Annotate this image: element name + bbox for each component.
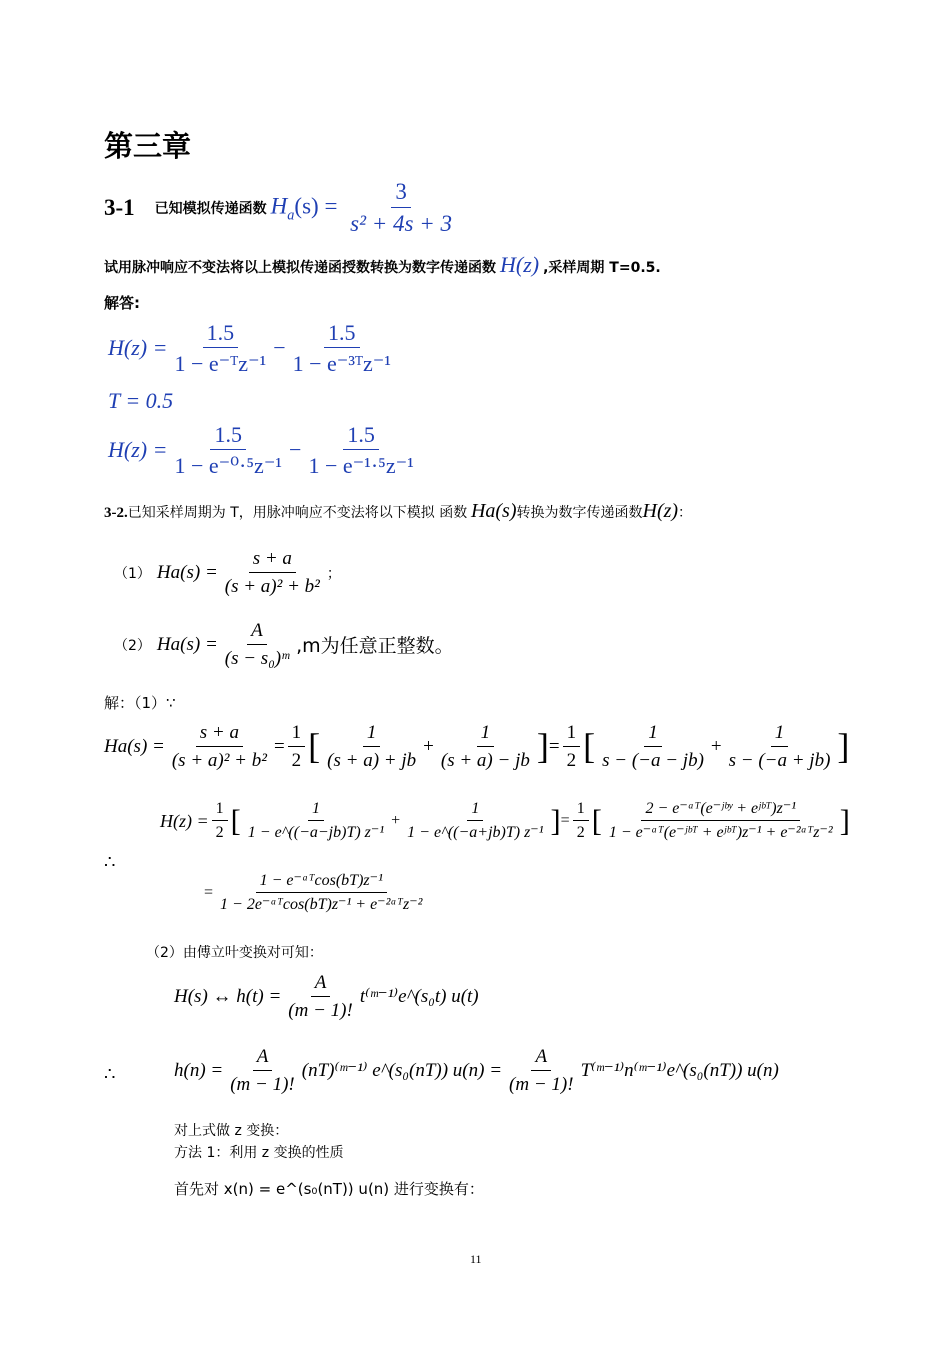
- chapter-title: 第三章: [104, 129, 192, 163]
- solution-hz-expansion: H(z) = $\frac{1}{2}$ [ $\frac{1}{\text{1 − e\textasciicircum{}((−a−jb)T) z⁻¹}}$ + $\frac{1}{\text{1 − e\textasciicircum{}((−a+jb)T) z⁻¹}}$ ] = $\frac{1}{2}$ [ $\frac{\text{2 − e⁻ᵃᵀ(e⁻ʲᵇʸ + eʲᵇᵀ)z⁻¹}}{\text{1 − e⁻ᵃᵀ(e⁻ʲᵇᵀ + eʲᵇᵀ)z⁻¹ + e⁻²ᵃᵀz⁻²}}$ ]: [160, 800, 850, 842]
- answer-label: 解答:: [104, 294, 140, 312]
- therefore-symbol-1: ∴: [104, 852, 116, 872]
- problem-3-1-statement: 试用脉冲响应不变法将以上模拟传递函授数转换为数字传递函数 H(z) ,采样周期 T=0.5.: [104, 252, 661, 277]
- problem-3-2-item-1: （1） Ha(s) = $\frac{s + a}{\text{(s + a)² + b²}}$ ；: [114, 548, 341, 597]
- solution-hz-final: = $\frac{\text{1 − e⁻ᵃᵀcos(bT)z⁻¹}}{\text{1 − 2e⁻ᵃᵀcos(bT)z⁻¹ + e⁻²ᵃᵀz⁻²}}$: [204, 872, 423, 914]
- problem-3-2-item-2: （2） Ha(s) = $\frac{A}{\text{(s − s₀)ᵐ}}$ ,m为任意正整数。: [114, 620, 454, 669]
- problem-3-2-statement: 3-2.已知采样周期为 T，用脉冲响应不变法将以下模拟 函数 Ha(s)转换为数字传递函数H(z)：: [104, 500, 693, 522]
- fourier-pair: H(s) ↔ h(t) = $\frac{A}{(m - 1)!}$ t⁽ᵐ⁻¹⁾e^(s₀t) u(t): [174, 972, 479, 1021]
- t-value: T = 0.5: [108, 388, 174, 413]
- ha-fraction: $\frac{3}{\text{s² + 4s + 3}}$: [350, 178, 453, 236]
- therefore-symbol-2: ∴: [104, 1064, 116, 1084]
- hz-symbol: H(z): [500, 252, 540, 277]
- equation-hz-1: H(z) = $\frac{1.5}{\text{1 − e⁻ᵀz⁻¹}}$ − $\frac{1.5}{\text{1 − e⁻³ᵀz⁻¹}}$: [108, 320, 391, 377]
- problem-number: 3-1: [104, 195, 135, 220]
- first-step-text: 首先对 x(n) = e^(s₀(nT)) u(n) 进行变换有：: [174, 1180, 484, 1198]
- page-number: 11: [470, 1252, 482, 1266]
- problem-intro: 已知模拟传递函数: [154, 201, 267, 217]
- method1-text: 方法 1：利用 z 变换的性质: [174, 1145, 344, 1161]
- z-transform-text: 对上式做 z 变换：: [174, 1123, 289, 1139]
- part2-label: （2）由傅立叶变换对可知：: [146, 945, 323, 961]
- problem-3-1-header: [104, 178, 459, 236]
- hn-expression: h(n) = $\frac{A}{(m - 1)!}$ (nT)⁽ᵐ⁻¹⁾ e^(s₀(nT)) u(n) = $\frac{A}{(m - 1)!}$ T⁽ᵐ⁻¹⁾n⁽ᵐ⁻¹⁾e^(s₀(nT)) u(n): [174, 1046, 779, 1095]
- ha-expression: $H_a(s)$ = $\frac{3}{\text{s² + 4s + 3}}$: [271, 179, 459, 238]
- equation-hz-2: H(z) = $\frac{1.5}{\text{1 − e⁻⁰·⁵z⁻¹}}$ − $\frac{1.5}{\text{1 − e⁻¹·⁵z⁻¹}}$: [108, 422, 414, 479]
- solution-label: 解：（1）∵: [104, 694, 176, 712]
- solution-ha-expansion: Ha(s) = $\frac{s + a}{\text{(s + a)² + b²}}$ = $\frac{1}{2}$ [ $\frac{1}{(s + a) + jb}$ + $\frac{1}{(s + a) - jb}$ ] = $\frac{1}{2}$ [ $\frac{1}{s - (-a - jb)}$ + $\frac{1}{s - (-a + jb)}$ ]: [104, 722, 850, 771]
